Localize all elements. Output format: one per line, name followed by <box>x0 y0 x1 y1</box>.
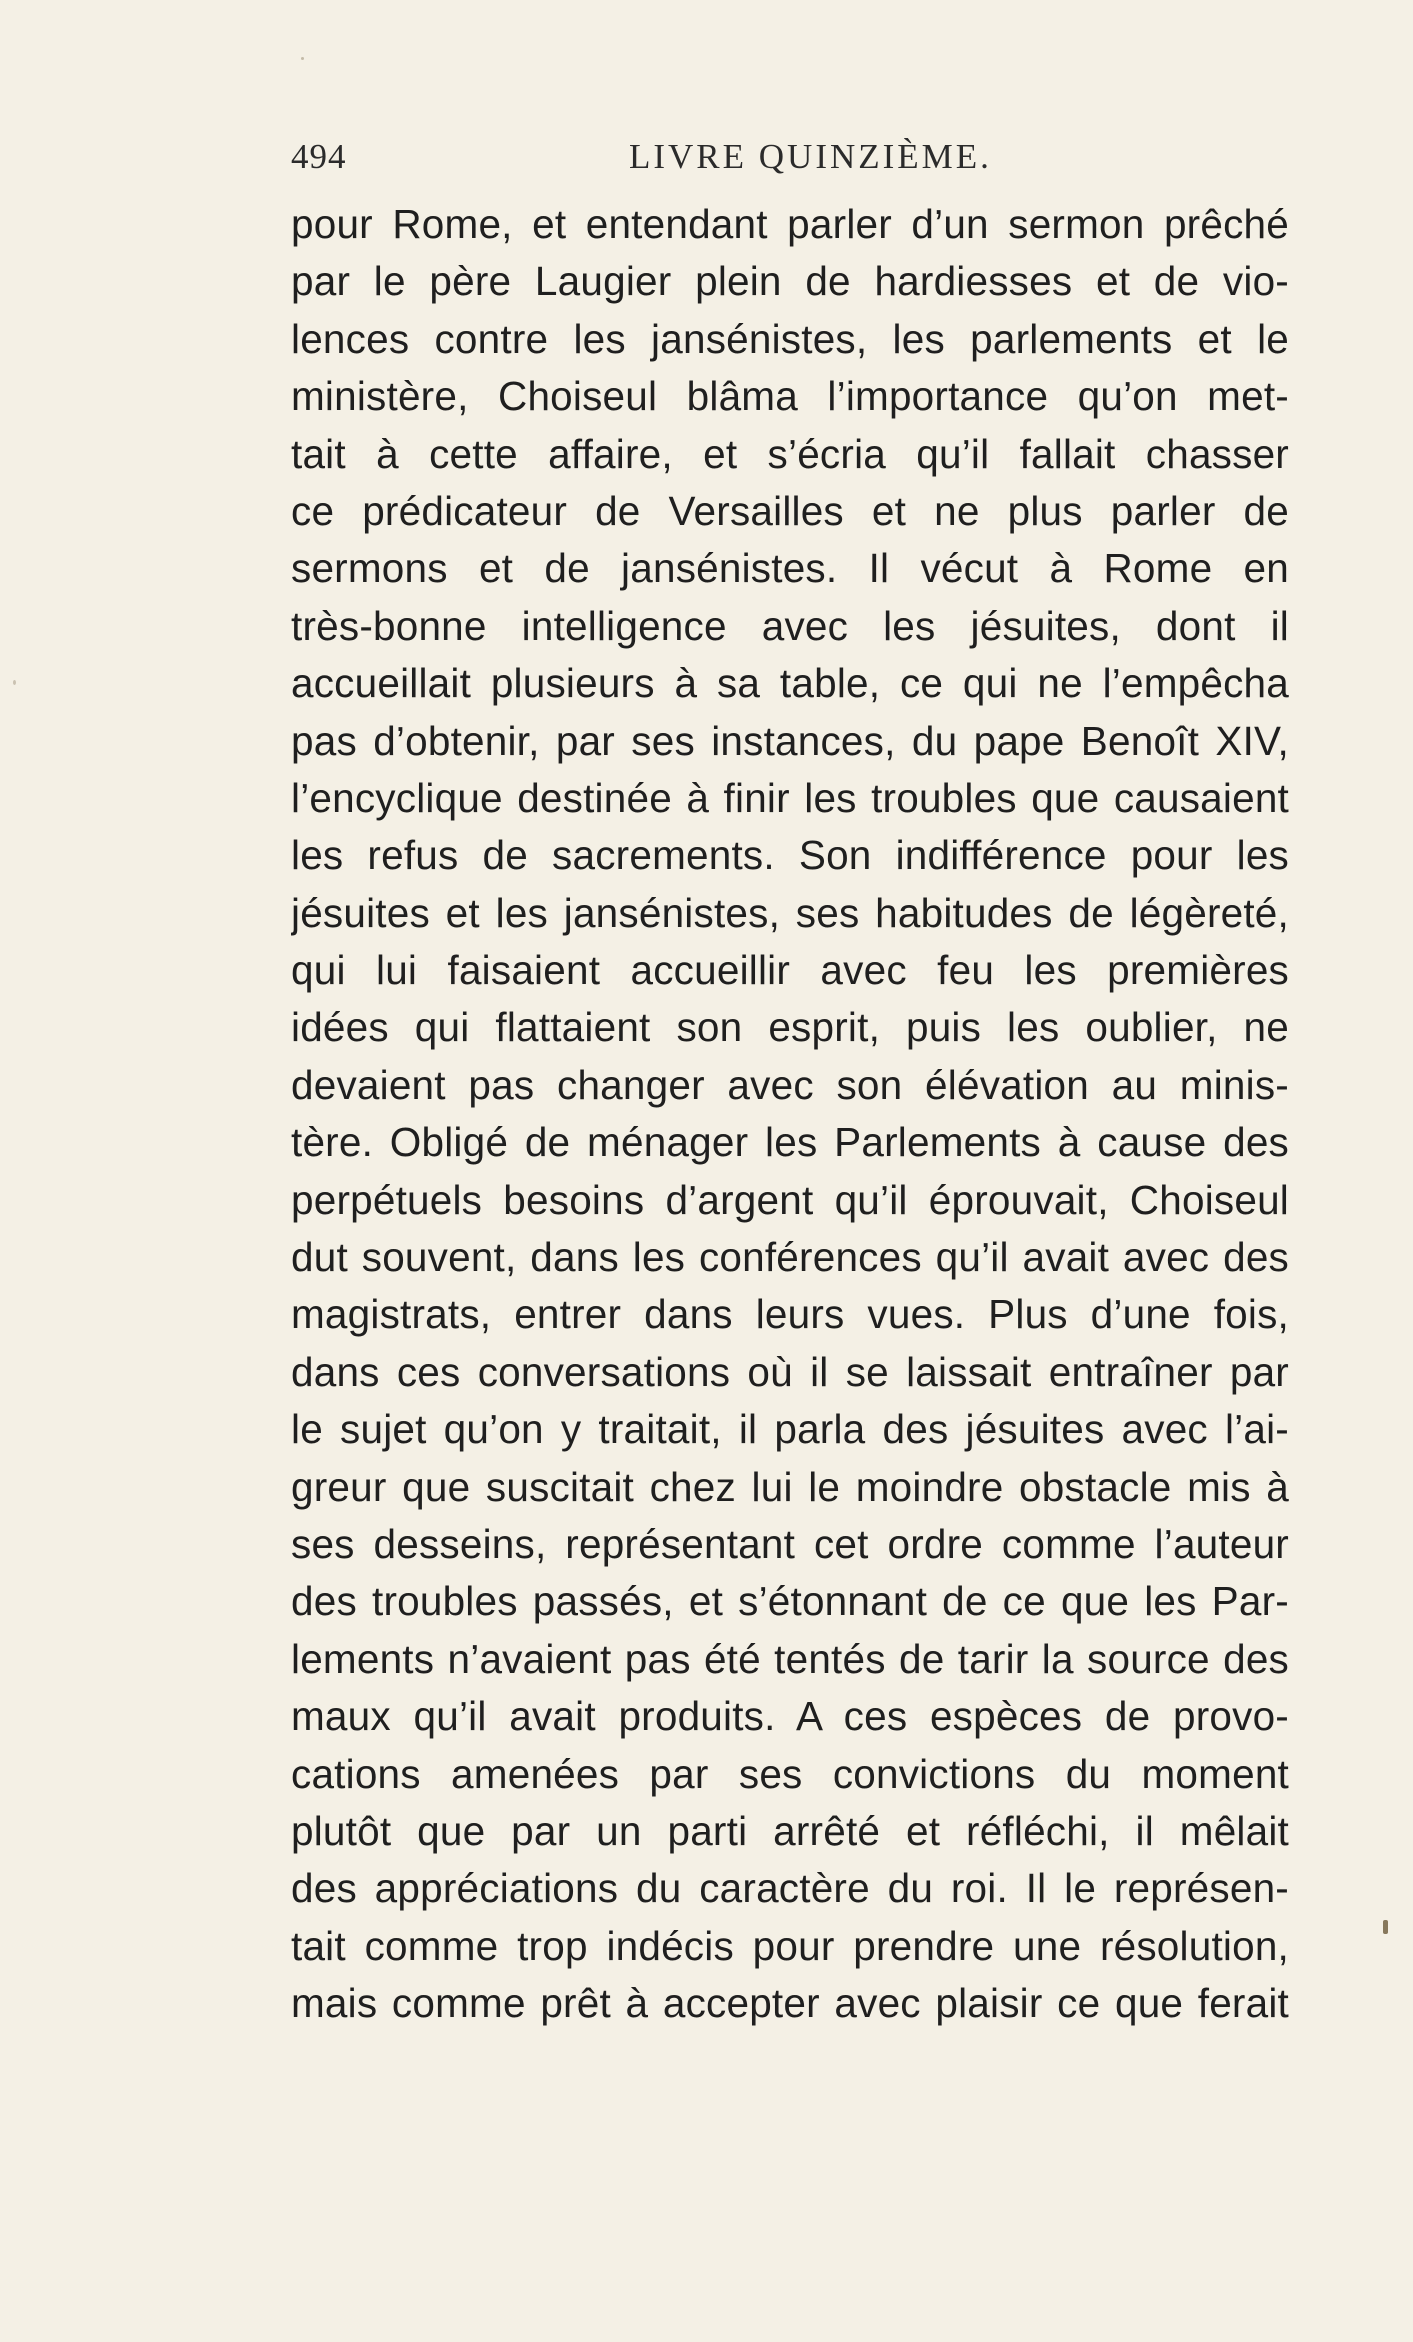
text-line: ministère, Choiseul blâma l’importance qu’on met- <box>291 373 1289 420</box>
text-line: lences contre les jansénistes, les parlements et le <box>291 315 1289 362</box>
text-line: devaient pas changer avec son élévation au minis- <box>291 1061 1289 1108</box>
text-line: l’encyclique destinée à finir les troubles que causaient <box>291 774 1289 821</box>
text-line: plutôt que par un parti arrêté et réfléchi, il mêlait <box>291 1807 1289 1854</box>
text-line: perpétuels besoins d’argent qu’il éprouvait, Choiseul <box>291 1176 1289 1223</box>
paper-speck <box>1383 1920 1388 1934</box>
running-head: LIVRE QUINZIÈME. <box>629 137 992 176</box>
paper-speck <box>13 680 16 685</box>
text-line: tère. Obligé de ménager les Parlements à cause des <box>291 1119 1289 1166</box>
text-line: sermons et de jansénistes. Il vécut à Rome en <box>291 545 1289 592</box>
paper-speck <box>301 57 304 60</box>
text-line: le sujet qu’on y traitait, il parla des jésuites avec l’ai- <box>291 1406 1289 1453</box>
text-line: des appréciations du caractère du roi. Il le représen- <box>291 1865 1289 1912</box>
text-line: très-bonne intelligence avec les jésuites, dont il <box>291 602 1289 649</box>
page-number: 494 <box>291 137 347 176</box>
text-line: pour Rome, et entendant parler d’un sermon prêché <box>291 201 1289 247</box>
text-line: maux qu’il avait produits. A ces espèces de provo- <box>291 1693 1289 1740</box>
text-line: pas d’obtenir, par ses instances, du pape Benoît XIV, <box>291 717 1289 764</box>
text-line: tait à cette affaire, et s’écria qu’il fallait chasser <box>291 430 1289 477</box>
text-line: par le père Laugier plein de hardiesses et de vio- <box>291 258 1289 305</box>
text-line: accueillait plusieurs à sa table, ce qui ne l’empêcha <box>291 660 1289 707</box>
text-line: les refus de sacrements. Son indifférence pour les <box>291 832 1289 879</box>
text-line: tait comme trop indécis pour prendre une résolution, <box>291 1922 1289 1969</box>
page-header <box>291 131 1293 181</box>
text-line: idées qui flattaient son esprit, puis les oublier, ne <box>291 1004 1289 1051</box>
text-line: qui lui faisaient accueillir avec feu les premières <box>291 947 1289 994</box>
text-line: cations amenées par ses convictions du moment <box>291 1750 1289 1797</box>
text-line: greur que suscitait chez lui le moindre obstacle mis à <box>291 1463 1289 1510</box>
text-line: dut souvent, dans les conférences qu’il avait avec des <box>291 1234 1289 1281</box>
body-text <box>291 196 1289 2033</box>
text-line: ses desseins, représentant cet ordre comme l’auteur <box>291 1520 1289 1567</box>
text-line: ce prédicateur de Versailles et ne plus parler de <box>291 487 1289 534</box>
text-line: magistrats, entrer dans leurs vues. Plus d’une fois, <box>291 1291 1289 1338</box>
text-line: lements n’avaient pas été tentés de tarir la source des <box>291 1635 1289 1682</box>
text-line: dans ces conversations où il se laissait entraîner par <box>291 1348 1289 1395</box>
text-line: mais comme prêt à accepter avec plaisir ce que ferait <box>291 1980 1289 2027</box>
text-line: jésuites et les jansénistes, ses habitudes de légèreté, <box>291 889 1289 936</box>
text-line: des troubles passés, et s’étonnant de ce que les Par- <box>291 1578 1289 1625</box>
